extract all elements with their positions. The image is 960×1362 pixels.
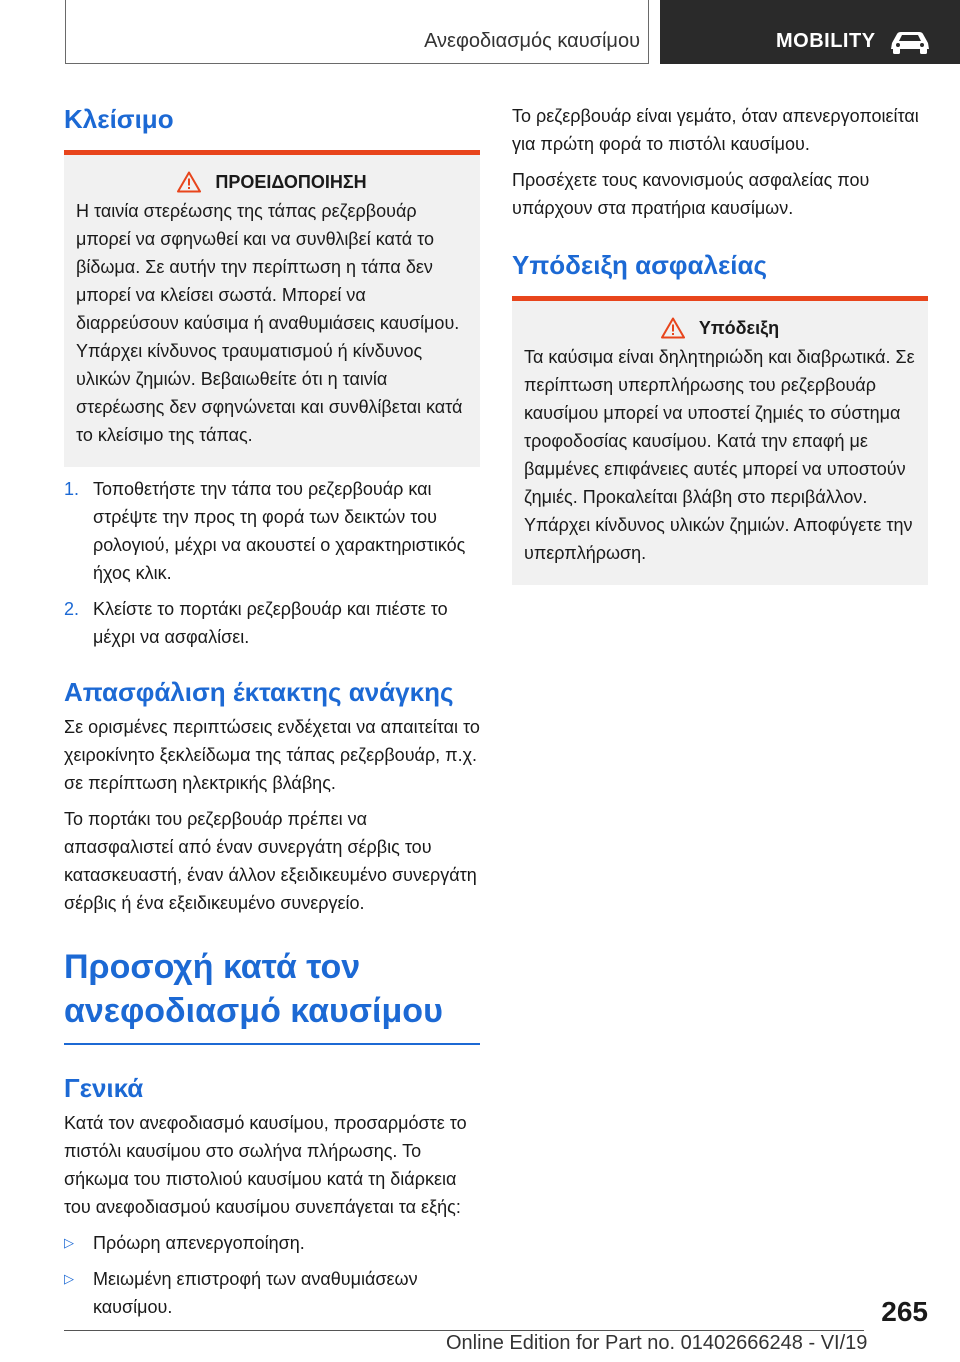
right-paragraph-2: Προσέχετε τους κανονισμούς ασφαλείας που υπάρχουν στα πρατήρια καυσίμων. <box>512 170 870 218</box>
step-number: 1. <box>64 479 80 499</box>
header-category-label: MOBILITY <box>776 30 876 52</box>
general-bullets <box>64 1229 480 1321</box>
step-text: Κλείστε το πορτάκι ρεζερβουάρ και πιέστε το μέχρι να ασφαλίσει. <box>93 599 448 647</box>
list-item <box>64 1229 480 1257</box>
list-item <box>64 1265 480 1321</box>
closing-heading: Κλείσιμο <box>64 104 174 134</box>
notice-body: Τα καύσιμα είναι δηλητηριώδη και διαβρωτικά. Σε περίπτωση υπερπλήρωσης του ρεζερβουάρ καυσίμου μπορεί να υποστεί ζημιές το σύστημα τροφοδοσίας καυσίμου. Κατά την επαφή με βαμμένες επιφάνειες αυτές μπορεί να υποστούν ζημιές. Προκαλείται βλάβη στο περιβάλλον. Υπάρχει κίνδυνος υλικών ζημιών. Αποφύγετε την υπερπλήρωση. <box>524 347 915 563</box>
warning-triangle-icon <box>177 171 201 193</box>
step-item <box>64 475 480 587</box>
notice-box <box>512 301 928 585</box>
safety-heading: Υπόδειξη ασφαλείας <box>512 250 768 280</box>
triangle-bullet-icon: ▷ <box>64 1235 74 1250</box>
right-paragraph-1: Το ρεζερβουάρ είναι γεμάτο, όταν απενεργοποιείται για πρώτη φορά το πιστόλι καυσίμου. <box>512 106 919 154</box>
notice-title: Υπόδειξη <box>698 317 780 338</box>
closing-steps <box>64 475 480 651</box>
left-column <box>64 102 480 1321</box>
page-number: 265 <box>881 1296 928 1327</box>
emergency-paragraph-2: Το πορτάκι του ρεζερβουάρ πρέπει να απασφαλιστεί από έναν συνεργάτη σέρβις του κατασκευαστή, έναν άλλον εξειδικευμένο συνεργάτη σέρβις ή ένα εξειδικευμένο συνεργείο. <box>64 809 477 913</box>
footer-rule <box>64 1330 864 1331</box>
step-item <box>64 595 480 651</box>
general-heading: Γενικά <box>64 1073 144 1103</box>
car-icon <box>888 29 932 55</box>
right-column <box>512 102 928 585</box>
emergency-heading: Απασφάλιση έκτακτης ανάγκης <box>64 677 454 707</box>
step-number: 2. <box>64 599 80 619</box>
header-section-title: Ανεφοδιασμός καυσίμου <box>424 30 640 52</box>
emergency-paragraph-1: Σε ορισμένες περιπτώσεις ενδέχεται να απαιτείται το χειροκίνητο ξεκλείδωμα της τάπας ρεζερβουάρ, π.χ. σε περίπτωση ηλεκτρικής βλάβης. <box>64 717 480 793</box>
header-category-badge <box>660 0 960 64</box>
general-paragraph: Κατά τον ανεφοδιασμό καυσίμου, προσαρμόστε το πιστόλι καυσίμου στο σωλήνα πλήρωσης. Το σήκωμα του πιστολιού καυσίμου κατά τη διάρκεια του ανεφοδιασμού καυσίμου συνεπάγεται τα εξής: <box>64 1113 467 1217</box>
triangle-bullet-icon: ▷ <box>64 1271 74 1286</box>
list-item-text: Πρόωρη απενεργοποίηση. <box>93 1233 305 1253</box>
list-item-text: Μειωμένη επιστροφή των αναθυμιάσεων καυσίμου. <box>93 1269 418 1317</box>
step-text: Τοποθετήστε την τάπα του ρεζερβουάρ και στρέψτε την προς τη φορά των δεικτών του ρολογιού, μέχρι να ακουστεί ο χαρακτηριστικός ήχος κλικ. <box>93 479 466 583</box>
chapter-heading: Προσοχή κατά τον ανεφοδιασμό καυσίμου <box>64 948 443 1030</box>
warning-body: Η ταινία στερέωσης της τάπας ρεζερβουάρ μπορεί να σφηνωθεί και να συνθλιβεί κατά το βίδωμα. Σε αυτήν την περίπτωση η τάπα δεν μπορεί να κλείσει σωστά. Μπορεί να διαρρεύσουν καύσιμα ή αναθυμιάσεις καυσίμου. Υπάρχει κίνδυνος τραυματισμού ή κίνδυνος υλικών ζημιών. Βεβαιωθείτε ότι η ταινία στερέωσης δεν σφηνώνεται και συνθλίβεται κατά το κλείσιμο της τάπας. <box>76 201 463 445</box>
warning-box <box>64 155 480 467</box>
warning-title: ΠΡΟΕΙΔΟΠΟΙΗΣΗ <box>215 171 367 192</box>
warning-triangle-icon <box>661 317 685 339</box>
chapter-rule <box>64 1043 480 1045</box>
footer-edition: Online Edition for Part no. 01402666248 - VI/19 <box>446 1332 868 1354</box>
